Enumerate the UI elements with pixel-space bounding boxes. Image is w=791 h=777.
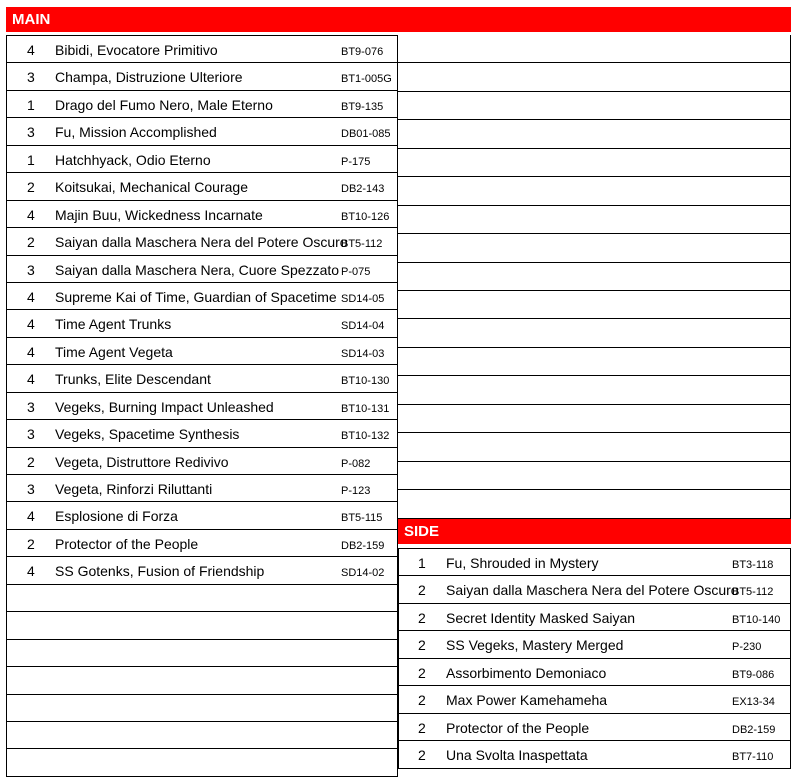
empty-cell bbox=[398, 490, 790, 518]
main-card-row bbox=[6, 145, 398, 173]
main-card-row bbox=[6, 200, 398, 228]
card-code: DB2-159 bbox=[732, 723, 776, 736]
empty-cell bbox=[398, 433, 790, 461]
card-name: Trunks, Elite Descendant bbox=[55, 371, 211, 388]
card-quantity: 3 bbox=[27, 69, 35, 86]
card-name: SS Vegeks, Mastery Merged bbox=[446, 637, 624, 654]
card-quantity: 4 bbox=[27, 42, 35, 58]
card-name: Vegeks, Spacetime Synthesis bbox=[55, 426, 240, 443]
card-name: SS Gotenks, Fusion of Friendship bbox=[55, 563, 265, 580]
card-code: P-123 bbox=[341, 485, 371, 497]
card-quantity: 2 bbox=[418, 582, 426, 599]
card-code: BT10-132 bbox=[341, 430, 390, 443]
main-deck-table bbox=[6, 35, 398, 777]
card-name: Time Agent Vegeta bbox=[55, 343, 173, 360]
card-quantity: 3 bbox=[27, 398, 35, 415]
card-name: Saiyan dalla Maschera Nera, Cuore Spezzato bbox=[55, 261, 340, 278]
card-quantity: 2 bbox=[418, 692, 426, 709]
main-section-title: MAIN bbox=[12, 11, 51, 28]
main-card-row bbox=[6, 501, 398, 529]
main-card-row bbox=[6, 117, 398, 145]
side-card-row bbox=[398, 658, 791, 686]
card-name: Fu, Mission Accomplished bbox=[55, 124, 217, 141]
side-card-row bbox=[398, 603, 791, 631]
side-deck-table bbox=[398, 548, 791, 769]
card-quantity: 3 bbox=[27, 481, 35, 497]
card-name: Hatchhyack, Odio Eterno bbox=[55, 151, 211, 168]
empty-cell bbox=[398, 63, 790, 91]
main-card-row bbox=[6, 556, 398, 584]
card-name: Saiyan dalla Maschera Nera del Potere Oscuro bbox=[446, 582, 739, 599]
empty-cell bbox=[398, 177, 790, 205]
card-code: BT5-112 bbox=[341, 238, 383, 251]
card-quantity: 2 bbox=[418, 719, 426, 736]
card-quantity: 3 bbox=[27, 261, 35, 278]
empty-cell bbox=[398, 234, 790, 262]
card-code: DB2-159 bbox=[341, 539, 385, 552]
card-quantity: 1 bbox=[27, 96, 35, 113]
empty-cell bbox=[398, 149, 790, 177]
side-card-row bbox=[398, 713, 791, 741]
card-name: Vegeta, Distruttore Redivivo bbox=[55, 453, 229, 470]
card-name: Koitsukai, Mechanical Courage bbox=[55, 179, 248, 196]
main-card-row bbox=[6, 666, 398, 694]
main-card-row bbox=[6, 392, 398, 420]
card-name: Majin Buu, Wickedness Incarnate bbox=[55, 206, 263, 223]
card-code: SD14-05 bbox=[341, 292, 385, 305]
empty-cell bbox=[398, 291, 790, 319]
card-name: Vegeta, Rinforzi Riluttanti bbox=[55, 481, 213, 497]
card-code: BT3-118 bbox=[732, 559, 774, 571]
card-name: Protector of the People bbox=[446, 719, 590, 736]
main-card-row bbox=[6, 639, 398, 667]
card-name: Saiyan dalla Maschera Nera del Potere Oscuro bbox=[55, 234, 348, 251]
card-quantity: 4 bbox=[27, 316, 35, 333]
card-name: Protector of the People bbox=[55, 535, 199, 552]
main-card-row bbox=[6, 474, 398, 502]
card-quantity: 2 bbox=[27, 234, 35, 251]
main-card-row bbox=[6, 309, 398, 337]
empty-cell bbox=[398, 319, 790, 347]
main-card-row bbox=[6, 721, 398, 749]
main-card-row bbox=[6, 62, 398, 90]
empty-cell bbox=[398, 462, 790, 490]
card-code: BT10-140 bbox=[732, 613, 781, 626]
card-quantity: 2 bbox=[27, 535, 35, 552]
card-code: DB01-085 bbox=[341, 128, 391, 141]
empty-cell bbox=[398, 348, 790, 376]
card-name: Fu, Shrouded in Mystery bbox=[446, 555, 599, 571]
card-code: BT5-112 bbox=[732, 586, 774, 599]
side-section-title: SIDE bbox=[404, 523, 440, 540]
main-card-row bbox=[6, 419, 398, 447]
main-card-row bbox=[6, 337, 398, 365]
card-quantity: 4 bbox=[27, 508, 35, 525]
card-quantity: 1 bbox=[418, 555, 426, 571]
main-section-header bbox=[6, 7, 791, 32]
main-card-row bbox=[6, 447, 398, 475]
card-code: BT10-126 bbox=[341, 210, 390, 223]
card-quantity: 2 bbox=[27, 179, 35, 196]
card-name: Bibidi, Evocatore Primitivo bbox=[55, 42, 218, 58]
card-name: Assorbimento Demoniaco bbox=[446, 664, 607, 681]
card-name: Vegeks, Burning Impact Unleashed bbox=[55, 398, 274, 415]
side-card-row bbox=[398, 548, 791, 576]
card-quantity: 3 bbox=[27, 426, 35, 443]
main-card-row bbox=[6, 529, 398, 557]
card-code: BT7-110 bbox=[732, 751, 774, 764]
empty-cell bbox=[398, 206, 790, 234]
card-name: Supreme Kai of Time, Guardian of Spacetime bbox=[55, 288, 337, 305]
main-card-row bbox=[6, 584, 398, 612]
card-code: DB2-143 bbox=[341, 183, 385, 196]
card-name: Time Agent Trunks bbox=[55, 316, 172, 333]
card-name: Drago del Fumo Nero, Male Eterno bbox=[55, 96, 273, 113]
card-quantity: 4 bbox=[27, 343, 35, 360]
card-quantity: 2 bbox=[418, 664, 426, 681]
card-code: P-230 bbox=[732, 641, 762, 654]
card-code: P-175 bbox=[341, 155, 371, 168]
main-right-empty-column bbox=[398, 35, 791, 519]
side-card-row bbox=[398, 630, 791, 658]
card-name: Una Svolta Inaspettata bbox=[446, 747, 588, 764]
main-card-row bbox=[6, 90, 398, 118]
card-code: BT1-005G bbox=[341, 73, 392, 86]
card-code: P-075 bbox=[341, 265, 371, 278]
card-quantity: 2 bbox=[418, 637, 426, 654]
empty-cell bbox=[398, 120, 790, 148]
card-code: BT9-135 bbox=[341, 100, 384, 113]
card-quantity: 1 bbox=[27, 151, 35, 168]
empty-cell bbox=[398, 376, 790, 404]
card-code: BT5-115 bbox=[341, 512, 383, 525]
card-code: P-082 bbox=[341, 457, 371, 470]
empty-cell bbox=[398, 92, 790, 120]
empty-cell bbox=[398, 263, 790, 291]
main-card-row bbox=[6, 172, 398, 200]
card-code: SD14-03 bbox=[341, 347, 385, 360]
card-code: SD14-04 bbox=[341, 320, 385, 333]
side-card-row bbox=[398, 740, 791, 768]
card-quantity: 4 bbox=[27, 371, 35, 388]
side-card-row bbox=[398, 575, 791, 603]
card-quantity: 2 bbox=[418, 609, 426, 626]
main-card-row bbox=[6, 694, 398, 722]
main-card-row bbox=[6, 282, 398, 310]
card-code: SD14-02 bbox=[341, 567, 385, 580]
card-name: Max Power Kamehameha bbox=[446, 692, 608, 709]
empty-cell bbox=[398, 35, 790, 63]
main-card-row bbox=[6, 35, 398, 63]
main-card-row bbox=[6, 227, 398, 255]
main-card-row bbox=[6, 611, 398, 639]
main-card-row bbox=[6, 748, 398, 776]
card-name: Champa, Distruzione Ulteriore bbox=[55, 69, 243, 86]
card-name: Secret Identity Masked Saiyan bbox=[446, 609, 636, 626]
card-quantity: 4 bbox=[27, 206, 35, 223]
card-code: BT9-086 bbox=[732, 668, 775, 681]
card-quantity: 3 bbox=[27, 124, 35, 141]
card-name: Esplosione di Forza bbox=[55, 508, 178, 525]
card-code: BT10-130 bbox=[341, 375, 390, 388]
card-code: EX13-34 bbox=[732, 696, 775, 709]
card-quantity: 2 bbox=[27, 453, 35, 470]
main-card-row bbox=[6, 364, 398, 392]
card-quantity: 4 bbox=[27, 288, 35, 305]
empty-cell bbox=[398, 405, 790, 433]
card-code: BT10-131 bbox=[341, 402, 390, 415]
card-code: BT9-076 bbox=[341, 46, 384, 58]
card-quantity: 4 bbox=[27, 563, 35, 580]
side-section-header bbox=[398, 519, 791, 544]
main-card-row bbox=[6, 255, 398, 283]
side-card-row bbox=[398, 685, 791, 713]
card-quantity: 2 bbox=[418, 747, 426, 764]
